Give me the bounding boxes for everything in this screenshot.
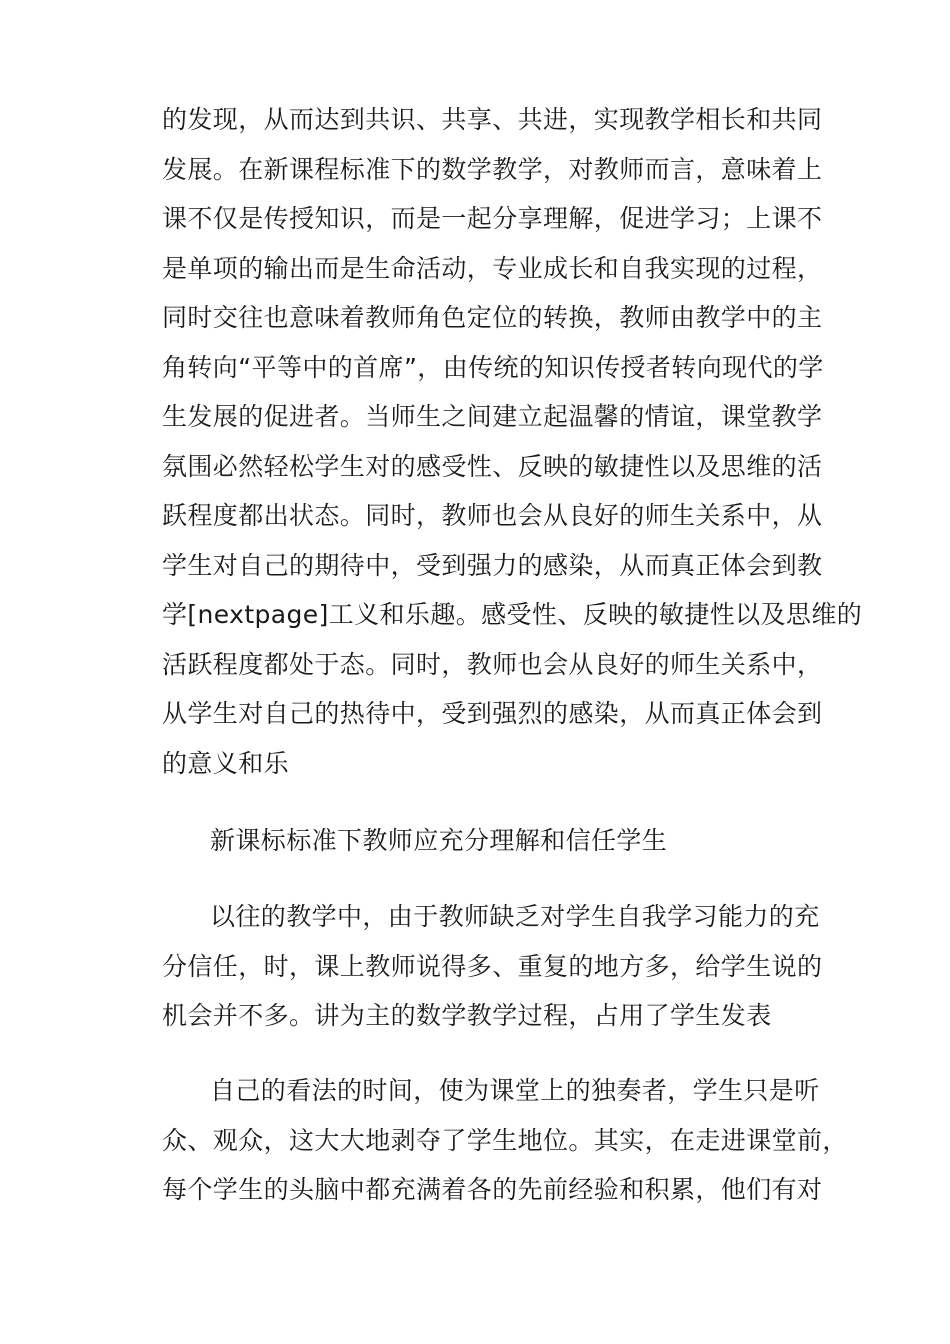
text-line: 氛围必然轻松学生对的感受性、反映的敏捷性以及思维的活 — [162, 451, 823, 481]
body-paragraph-3 — [162, 1066, 848, 1215]
heading-line: 新课标标准下教师应充分理解和信任学生 — [210, 826, 668, 855]
text-line: 活跃程度都处于态。同时，教师也会从良好的师生关系中， — [162, 649, 823, 679]
text-line: 众、观众，这大大地剥夺了学生地位。其实，在走进课堂前， — [162, 1125, 848, 1155]
text-line: 自己的看法的时间，使为课堂上的独奏者，学生只是听 — [210, 1076, 820, 1105]
text-line: 同时交往也意味着教师角色定位的转换，教师由教学中的主 — [162, 303, 823, 332]
text-line: 课不仅是传授知识，而是一起分享理解，促进学习；上课不 — [162, 204, 823, 233]
text-line: 是单项的输出而是生命活动，专业成长和自我实现的过程， — [162, 253, 823, 283]
text-line: 发展。在新课程标准下的数学教学，对教师而言，意味着上 — [162, 154, 823, 184]
text-line: 的发现，从而达到共识、共享、共进，实现教学相长和共同 — [162, 105, 823, 134]
text-line: 角转向“平等中的首席”，由传统的知识传授者转向现代的学 — [162, 352, 824, 382]
text-line: 的意义和乐 — [162, 748, 290, 778]
text-line: 学生对自己的期待中，受到强力的感染，从而真正体会到教 — [162, 550, 823, 580]
text-line: 跃程度都出状态。同时，教师也会从良好的师生关系中，从 — [162, 501, 823, 530]
text-line: 以往的教学中，由于教师缺乏对学生自我学习能力的充 — [210, 902, 820, 931]
section-heading — [162, 816, 802, 866]
text-line: 学[nextpage]工义和乐趣。感受性、反映的敏捷性以及思维的 — [162, 600, 863, 629]
body-paragraph-1 — [162, 95, 863, 788]
body-paragraph-2 — [162, 892, 823, 1041]
text-line: 每个学生的头脑中都充满着各的先前经验和积累，他们有对 — [162, 1175, 823, 1204]
text-line: 分信任，时，课上教师说得多、重复的地方多，给学生说的 — [162, 951, 823, 981]
text-line: 从学生对自己的热待中，受到强烈的感染，从而真正体会到 — [162, 699, 823, 728]
text-line: 机会并不多。讲为主的数学教学过程，占用了学生发表 — [162, 1001, 772, 1030]
text-line: 生发展的促进者。当师生之间建立起温馨的情谊，课堂教学 — [162, 402, 823, 431]
